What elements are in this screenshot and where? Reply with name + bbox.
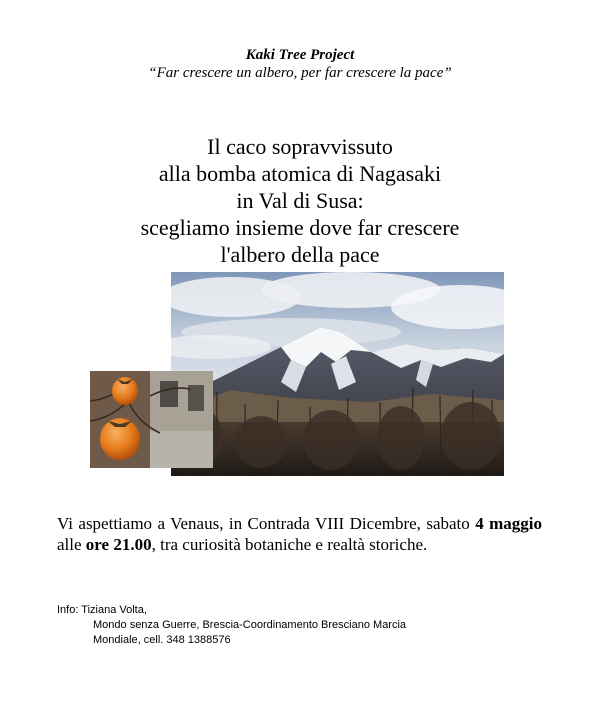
title-line-1: Il caco sopravvissuto: [207, 134, 393, 159]
title-line-5: l'albero della pace: [220, 242, 380, 267]
info-line-3: Mondiale, cell. 348 1388576: [93, 634, 231, 646]
header: [0, 46, 600, 82]
contact-info: [57, 603, 537, 648]
event-title: [0, 133, 600, 268]
invite-part-3: , tra curiosità botaniche e realtà storiche.: [151, 535, 428, 554]
invitation-text: [57, 513, 542, 555]
title-line-4: scegliamo insieme dove far crescere: [140, 215, 460, 240]
title-line-2: alla bomba atomica di Nagasaki: [158, 161, 442, 186]
invite-part-1: Vi aspettiamo a Venaus, in Contrada VIII Dicembre, sabato: [57, 514, 476, 533]
info-line-2: Mondo senza Guerre, Brescia-Coordinamento Bresciano Marcia: [93, 619, 407, 631]
event-time: ore 21.00: [85, 535, 152, 554]
mountain-photo: [171, 272, 504, 476]
invite-part-2: alle: [57, 535, 86, 554]
title-line-3: in Val di Susa:: [236, 188, 364, 213]
project-name: Kaki Tree Project: [245, 47, 355, 63]
project-motto: “Far crescere un albero, per far crescere la pace”: [148, 65, 452, 81]
info-line-1: Info: Tiziana Volta,: [57, 604, 147, 616]
event-date: 4 maggio: [475, 514, 542, 533]
kaki-fruit-photo: [90, 371, 213, 468]
